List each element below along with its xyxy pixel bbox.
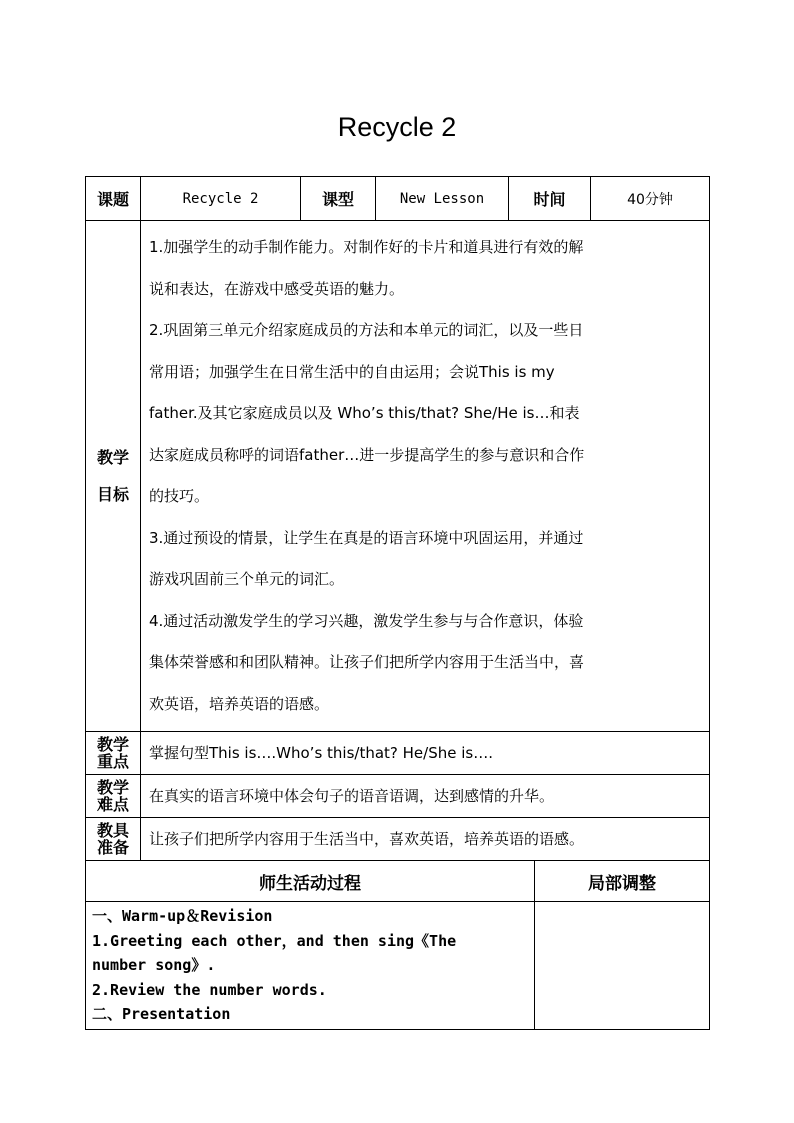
process-line: number song》. — [92, 956, 216, 974]
objective-line: father.及其它家庭成员以及 Who’s this/that? She/He is…和表 — [149, 404, 580, 422]
difficulties-label — [86, 775, 141, 818]
objective-line: 游戏巩固前三个单元的词汇。 — [149, 570, 345, 588]
document-title: Recycle 2 — [337, 112, 457, 142]
objectives-label-line2: 目标 — [96, 485, 129, 504]
process-header: 师生活动过程 — [86, 861, 535, 902]
objective-line: 说和表达，在游戏中感受英语的魅力。 — [149, 279, 405, 298]
difficulties-label-line1: 教学 — [96, 778, 129, 797]
time-value: 40分钟 — [591, 177, 710, 221]
materials-label — [86, 818, 141, 861]
type-value: New Lesson — [376, 177, 509, 221]
process-content — [86, 902, 535, 1030]
materials-text: 让孩子们把所学内容用于生活当中，喜欢英语，培养英语的语感。 — [141, 818, 710, 861]
objectives-label-line1: 教学 — [96, 448, 129, 467]
process-line: 2.Review the number words. — [92, 980, 327, 999]
process-line: 1.Greeting each other，and then sing《The — [92, 931, 457, 950]
objective-line: 达家庭成员称呼的词语father…进一步提高学生的参与意识和合作 — [149, 445, 585, 464]
objectives-label — [86, 221, 141, 732]
adjustment-header: 局部调整 — [535, 861, 710, 902]
process-line: 二、Presentation — [92, 1005, 231, 1023]
process-line: 一、Warm-up＆Revision — [92, 907, 273, 925]
adjustment-cell — [535, 902, 710, 1030]
materials-label-line1: 教具 — [96, 821, 129, 840]
key-points-label — [86, 732, 141, 775]
difficulties-text: 在真实的语言环境中体会句子的语音语调，达到感情的升华。 — [141, 775, 710, 818]
type-label: 课型 — [301, 177, 376, 221]
objective-line: 1.加强学生的动手制作能力。对制作好的卡片和道具进行有效的解 — [149, 238, 584, 256]
key-points-label-line1: 教学 — [96, 735, 129, 754]
time-label: 时间 — [509, 177, 591, 221]
objective-line: 4.通过活动激发学生的学习兴趣，激发学生参与与合作意识，体验 — [149, 611, 584, 630]
key-points-text: 掌握句型This is….Who’s this/that? He/She is…. — [141, 732, 710, 775]
topic-label: 课题 — [86, 177, 141, 221]
objective-line: 集体荣誉感和和团队精神。让孩子们把所学内容用于生活当中，喜 — [149, 653, 585, 671]
lesson-plan-table — [85, 176, 709, 1030]
key-points-label-line2: 重点 — [96, 752, 129, 771]
materials-label-line2: 准备 — [96, 838, 129, 857]
objective-line: 的技巧。 — [149, 487, 210, 505]
objective-line: 2.巩固第三单元介绍家庭成员的方法和本单元的词汇，以及一些日 — [149, 321, 584, 339]
objectives-text — [141, 221, 710, 732]
objective-line: 欢英语，培养英语的语感。 — [149, 694, 330, 713]
topic-value: Recycle 2 — [141, 177, 301, 221]
objective-line: 3.通过预设的情景，让学生在真是的语言环境中巩固运用，并通过 — [149, 528, 584, 547]
objective-line: 常用语；加强学生在日常生活中的自由运用；会说This is my — [149, 362, 555, 381]
difficulties-label-line2: 难点 — [96, 795, 129, 814]
